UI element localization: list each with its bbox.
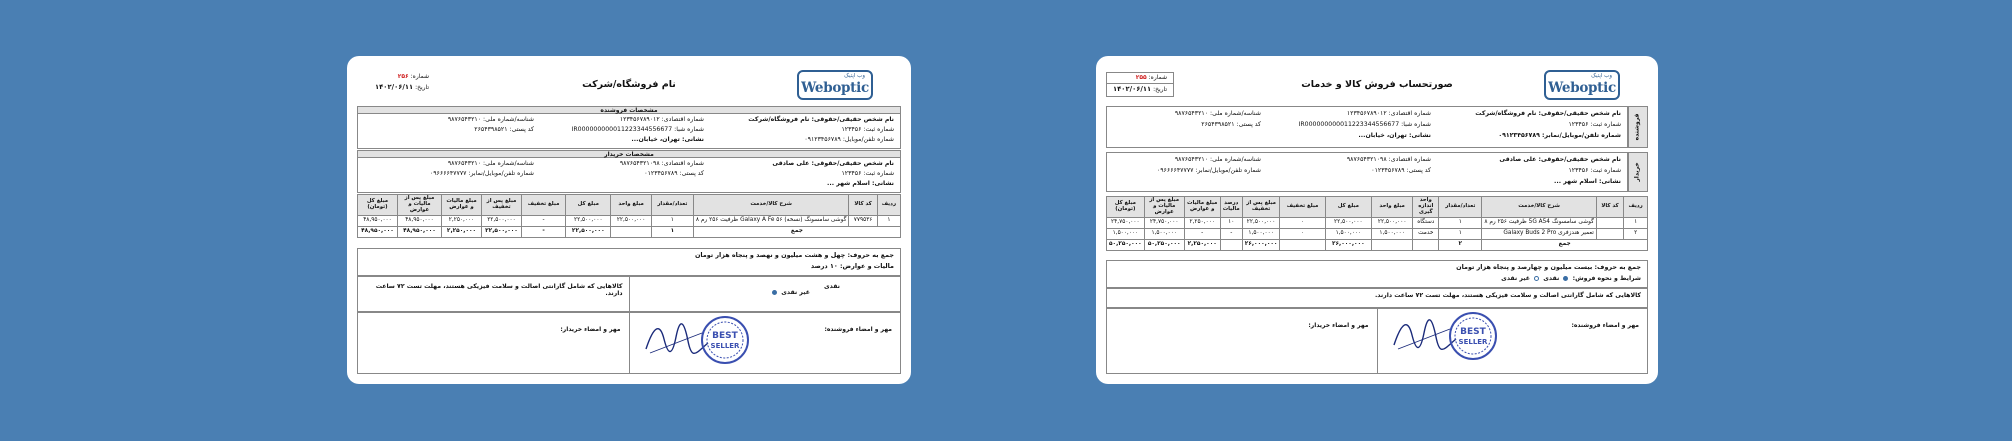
col-header: مبلغ پس از تخفیف — [482, 195, 522, 216]
buyer-info — [1106, 152, 1628, 192]
warranty-note: کالاهایی که شامل گارانتی اصالت و سلامت فیزیکی هستند، مهلت تست ۷۲ ساعت دارند. — [1374, 292, 1641, 299]
logo-text: Weboptic — [1548, 80, 1616, 96]
col-header: مبلغ کل — [1325, 197, 1371, 218]
seller-phone: شماره تلفن/موبایل/نمابر: ۰۹۱۲۳۴۵۶۷۸۹ — [1498, 132, 1621, 139]
col-header: مبلغ مالیات و عوارض — [442, 195, 482, 216]
payment-warranty-box — [357, 276, 901, 312]
col-header: تعداد/مقدار — [651, 195, 693, 216]
total-discount: - — [522, 226, 566, 237]
cell-after-discount: ۱,۵۰۰,۰۰۰ — [1242, 228, 1280, 239]
seller-sign-cell — [1377, 309, 1648, 373]
buyer-info — [357, 158, 901, 193]
payment-options — [824, 283, 840, 290]
seller-postal-code: کد پستی: ۲۶۵۴۳۹۸۵۲۱ — [1201, 121, 1261, 128]
buyer-sign-label: مهر و امضاء خریدار: — [560, 326, 621, 333]
number-label: شماره: — [410, 73, 430, 80]
buyer-phone: شماره تلفن/موبایل/نمابر: ۰۹۶۶۶۶۴۷۷۷۷ — [429, 170, 534, 177]
cell-unit: دستگاه — [1413, 217, 1439, 228]
col-header: درصد مالیات — [1220, 197, 1242, 218]
table-row — [358, 215, 901, 226]
col-header: مبلغ پس از مالیات و عوارض — [398, 195, 442, 216]
col-header: مبلغ پس از تخفیف — [1242, 197, 1280, 218]
buyer-national-id: شناسه/شماره ملی: ۹۸۷۶۵۴۳۲۱۰ — [1174, 156, 1261, 163]
total-discount — [1280, 239, 1325, 250]
invoice-header — [1106, 66, 1648, 102]
total-unit — [611, 226, 651, 237]
pay-cash-label: نقدی — [823, 283, 840, 290]
table-total-row — [358, 226, 901, 237]
seller-section-title: مشخصات فروشنده — [357, 106, 901, 114]
seller-side-text: فروشنده — [1633, 113, 1641, 141]
col-header: مبلغ واحد — [611, 195, 651, 216]
invoice-date: ۱۴۰۲/۰۶/۱۱ — [1113, 85, 1152, 94]
col-header: ردیف — [1624, 197, 1648, 218]
invoice-card-left — [347, 56, 911, 384]
date-label: تاریخ: — [1153, 86, 1168, 94]
cell-total: ۱,۵۰۰,۰۰۰ — [1325, 228, 1371, 239]
buyer-name: نام شخص حقیقی/حقوقی: علی صادقی — [772, 160, 894, 167]
stamp-text-bottom: SELLER — [1458, 338, 1487, 346]
total-quantity: ۱ — [651, 226, 693, 237]
terms-label: شرایط و نحوه فروش: — [1572, 275, 1641, 283]
cell-unit-price: ۲۲,۵۰۰,۰۰۰ — [1372, 217, 1413, 228]
cell-description: تعمیر هندزفری Galaxy Buds 2 Pro — [1482, 228, 1596, 239]
buyer-reg-number: شماره ثبت: ۱۲۳۴۵۶ — [1568, 167, 1621, 174]
invoice-left — [357, 66, 901, 374]
cell-tax-percent: - — [1220, 228, 1242, 239]
cell-tax-percent: ۱۰ — [1220, 217, 1242, 228]
col-header: مبلغ کل (تومان) — [358, 195, 398, 216]
seller-info — [357, 114, 901, 149]
pay-cash-label: نقدی — [1543, 275, 1560, 283]
col-header: مبلغ کل — [566, 195, 611, 216]
logo-subtitle: وب اپتیک — [1591, 73, 1612, 79]
table-row — [1107, 217, 1648, 228]
cell-total: ۲۲,۵۰۰,۰۰۰ — [1325, 217, 1371, 228]
cell-quantity: ۱ — [1439, 228, 1482, 239]
total-unit-price — [1372, 239, 1413, 250]
seller-phone: شماره تلفن/موبایل: ۰۹۱۲۳۴۵۶۷۸۹ — [804, 136, 894, 143]
cell-description: گوشی سامسونگ 5G A54 ظرفیت ۲۵۶ رم ۸ — [1482, 217, 1596, 228]
cell-after-tax: ۴۸,۹۵۰,۰۰۰ — [398, 215, 442, 226]
pay-credit-label: غیر نقدی — [1501, 275, 1530, 283]
stamp-text-top: BEST — [711, 331, 738, 341]
col-header: کد کالا — [1596, 197, 1623, 218]
amount-in-words: بیست میلیون و چهارصد و پنجاه هزار تومان — [1456, 263, 1593, 271]
seller-national-id: شناسه/شماره ملی: ۹۸۷۶۵۴۳۲۱۰ — [1174, 110, 1261, 117]
amount-in-words: چهل و هشت میلیون و نهصد و پنجاه هزار تومان — [694, 251, 846, 259]
col-header: تعداد/مقدار — [1439, 197, 1482, 218]
cell-quantity: ۱ — [651, 215, 693, 226]
payment-options-credit — [770, 289, 810, 296]
buyer-name: نام شخص حقیقی/حقوقی: علی صادقی — [1499, 156, 1621, 163]
buyer-national-id: شناسه/شماره ملی: ۹۸۷۶۵۴۳۲۱۰ — [447, 160, 534, 167]
seller-sheba: شماره شبا: IR000000000011223344556677 — [571, 126, 704, 133]
cell-grand-total: ۱,۵۰۰,۰۰۰ — [1107, 228, 1145, 239]
buyer-sign-cell — [358, 313, 629, 373]
cell-after-discount: ۲۲,۵۰۰,۰۰۰ — [1242, 217, 1280, 228]
col-header: مبلغ پس از مالیات و عوارض — [1144, 197, 1184, 218]
col-header: واحد اندازه گیری — [1413, 197, 1439, 218]
cell-row-number: ۲ — [1624, 228, 1648, 239]
invoice-number: ۲۵۶ — [397, 73, 409, 80]
warranty-box — [1106, 288, 1648, 308]
cell-quantity: ۱ — [1439, 217, 1482, 228]
invoice-header — [357, 66, 901, 102]
payment-terms — [1113, 275, 1641, 282]
col-header: کد کالا — [849, 195, 877, 216]
total-after-tax: ۴۸,۹۵۰,۰۰۰ — [398, 226, 442, 237]
seller-side-label — [1628, 106, 1648, 148]
col-header: ردیف — [877, 195, 900, 216]
amount-words-box — [357, 248, 901, 276]
cell-unit: خدمت — [1413, 228, 1439, 239]
invoice-number: ۲۵۵ — [1135, 74, 1147, 81]
col-header: مبلغ تخفیف — [1280, 197, 1325, 218]
warranty-note: کالاهایی که شامل گارانتی اصالت و سلامت فیزیکی هستند، مهلت تست ۷۲ ساعت دارند. — [375, 283, 623, 298]
words-label: جمع به حروف: — [1594, 263, 1641, 271]
total-tax: ۲,۲۵۰,۰۰۰ — [1184, 239, 1220, 250]
best-seller-stamp — [1448, 311, 1498, 361]
invoice-right — [1106, 66, 1648, 374]
seller-sign-label: مهر و امضاء فروشنده: — [824, 326, 892, 333]
total-tax: ۲,۲۵۰,۰۰۰ — [442, 226, 482, 237]
buyer-side-text: خریدار — [1633, 162, 1641, 182]
cell-tax: ۲,۲۵۰,۰۰۰ — [1184, 217, 1220, 228]
total-unit — [1413, 239, 1439, 250]
seller-postal-code: کد پستی: ۲۶۵۴۳۹۸۵۲۱ — [474, 126, 534, 133]
stamp-text-bottom: SELLER — [710, 342, 739, 350]
cell-row-number: ۱ — [877, 215, 900, 226]
col-header: مبلغ تخفیف — [522, 195, 566, 216]
buyer-sign-label: مهر و امضاء خریدار: — [1308, 322, 1369, 329]
col-header: مبلغ مالیات و عوارض — [1184, 197, 1220, 218]
cell-item-code: ۷۷۹۵۳۶ — [849, 215, 877, 226]
buyer-postal-code: کد پستی: ۰۱۲۳۴۵۶۷۸۹ — [1371, 167, 1431, 174]
seller-name: نام شخص حقیقی/حقوقی: نام فروشگاه/شرکت — [1475, 110, 1621, 117]
tax-label: مالیات و عوارض: — [839, 262, 894, 271]
buyer-side-label — [1628, 152, 1648, 192]
pay-credit-radio[interactable] — [1534, 276, 1539, 281]
pay-credit-label: غیر نقدی — [781, 289, 810, 296]
table-header-row — [1107, 197, 1648, 218]
cell-discount: ۰ — [1280, 217, 1325, 228]
col-header: شرح کالا/خدمت — [693, 195, 848, 216]
col-header: مبلغ کل (تومان) — [1107, 197, 1145, 218]
pay-cash-radio[interactable] — [1563, 276, 1568, 281]
cell-grand-total: ۲۴,۷۵۰,۰۰۰ — [1107, 217, 1145, 228]
total-after-tax: ۵۰,۲۵۰,۰۰۰ — [1144, 239, 1184, 250]
items-table — [1106, 196, 1648, 251]
date-label: تاریخ: — [415, 84, 430, 92]
total-label: جمع — [693, 226, 900, 237]
signature-box — [1106, 308, 1648, 374]
logo-subtitle: وب اپتیک — [844, 73, 865, 79]
total-grand: ۵۰,۲۵۰,۰۰۰ — [1107, 239, 1145, 250]
cell-discount: ۰ — [1280, 228, 1325, 239]
invoice-meta — [375, 72, 429, 94]
buyer-section-title: مشخصات خریدار — [357, 150, 901, 158]
cell-after-tax: ۱,۵۰۰,۰۰۰ — [1144, 228, 1184, 239]
seller-sheba: شماره شبا: IR000000000011223344556677 — [1298, 121, 1431, 128]
seller-economic-code: شماره اقتصادی: ۱۲۳۴۵۶۷۸۹۰۱۲ — [619, 116, 704, 123]
buyer-economic-code: شماره اقتصادی: ۹۸۷۶۵۴۳۲۱۰۹۸ — [1346, 156, 1431, 163]
seller-info — [1106, 106, 1628, 148]
cell-unit-price: ۱,۵۰۰,۰۰۰ — [1372, 228, 1413, 239]
seller-reg-number: شماره ثبت: ۱۲۳۴۵۶ — [1568, 121, 1621, 128]
table-row — [1107, 228, 1648, 239]
warranty-cell — [358, 277, 629, 311]
signature-box — [357, 312, 901, 374]
buyer-sign-cell — [1107, 309, 1377, 373]
invoice-meta — [1106, 72, 1174, 97]
cell-item-code — [1596, 228, 1623, 239]
table-header-row — [358, 195, 901, 216]
col-header: شرح کالا/خدمت — [1482, 197, 1596, 218]
total-after-discount: ۲۶,۰۰۰,۰۰۰ — [1242, 239, 1280, 250]
logo-text: Weboptic — [801, 80, 869, 96]
amount-words-box — [1106, 260, 1648, 288]
payment-cell — [629, 277, 901, 311]
tax-percent: ۱۰ درصد — [810, 262, 838, 271]
cell-description: گوشی سامسونگ (نسخه) ۵۶ Galaxy A Fe ظرفیت ۲۵۶ رم ۸ — [693, 215, 848, 226]
seller-reg-number: شماره ثبت: ۱۲۳۴۵۶ — [841, 126, 894, 133]
cell-after-tax: ۲۴,۷۵۰,۰۰۰ — [1144, 217, 1184, 228]
seller-address: نشانی: تهران، خیابان... — [1358, 132, 1431, 139]
buyer-reg-number: شماره ثبت: ۱۲۳۴۵۶ — [841, 170, 894, 177]
seller-national-id: شناسه/شماره ملی: ۹۸۷۶۵۴۳۲۱۰ — [447, 116, 534, 123]
total-after-discount: ۲۲,۵۰۰,۰۰۰ — [482, 226, 522, 237]
stamp-text-top: BEST — [1459, 327, 1486, 337]
invoice-date: ۱۴۰۲/۰۶/۱۱ — [375, 83, 414, 92]
invoice-title: صورتحساب فروش کالا و خدمات — [1301, 79, 1453, 90]
seller-economic-code: شماره اقتصادی: ۱۲۳۴۵۶۷۸۹۰۱۲ — [1346, 110, 1431, 117]
cell-after-discount: ۲۲,۵۰۰,۰۰۰ — [482, 215, 522, 226]
seller-sign-label: مهر و امضاء فروشنده: — [1571, 322, 1639, 329]
cell-tax: - — [1184, 228, 1220, 239]
best-seller-stamp — [700, 315, 750, 365]
buyer-phone: شماره تلفن/موبایل/نمابر: ۰۹۶۶۶۶۴۷۷۷۷ — [1156, 167, 1261, 174]
items-table — [357, 194, 901, 238]
seller-address: نشانی: تهران، خیابان... — [631, 136, 704, 143]
cell-unit-price: ۲۲,۵۰۰,۰۰۰ — [611, 215, 651, 226]
seller-name: نام شخص حقیقی/حقوقی: نام فروشگاه/شرکت — [748, 116, 894, 123]
buyer-address: نشانی: اسلام شهر ... — [1554, 178, 1621, 185]
table-total-row — [1107, 239, 1648, 250]
cell-discount: - — [522, 215, 566, 226]
total-label: جمع — [1482, 239, 1648, 250]
words-label: جمع به حروف: — [847, 251, 894, 259]
col-header: مبلغ واحد — [1372, 197, 1413, 218]
cell-item-code — [1596, 217, 1623, 228]
invoice-card-right — [1096, 56, 1658, 384]
total-amount: ۲۲,۵۰۰,۰۰۰ — [566, 226, 611, 237]
pay-credit-radio[interactable] — [772, 290, 777, 295]
total-amount: ۲۶,۰۰۰,۰۰۰ — [1325, 239, 1371, 250]
seller-sign-cell — [629, 313, 901, 373]
invoice-title: نام فروشگاه/شرکت — [582, 79, 676, 90]
cell-tax: ۲,۲۵۰,۰۰۰ — [442, 215, 482, 226]
buyer-address: نشانی: اسلام شهر ... — [827, 180, 894, 187]
buyer-economic-code: شماره اقتصادی: ۹۸۷۶۵۴۳۲۱۰۹۸ — [619, 160, 704, 167]
total-quantity: ۲ — [1439, 239, 1482, 250]
cell-grand-total: ۴۸,۹۵۰,۰۰۰ — [358, 215, 398, 226]
cell-row-number: ۱ — [1624, 217, 1648, 228]
number-label: شماره: — [1148, 74, 1168, 81]
buyer-postal-code: کد پستی: ۰۱۲۳۴۵۶۷۸۹ — [644, 170, 704, 177]
cell-total: ۲۲,۵۰۰,۰۰۰ — [566, 215, 611, 226]
total-grand: ۴۸,۹۵۰,۰۰۰ — [358, 226, 398, 237]
